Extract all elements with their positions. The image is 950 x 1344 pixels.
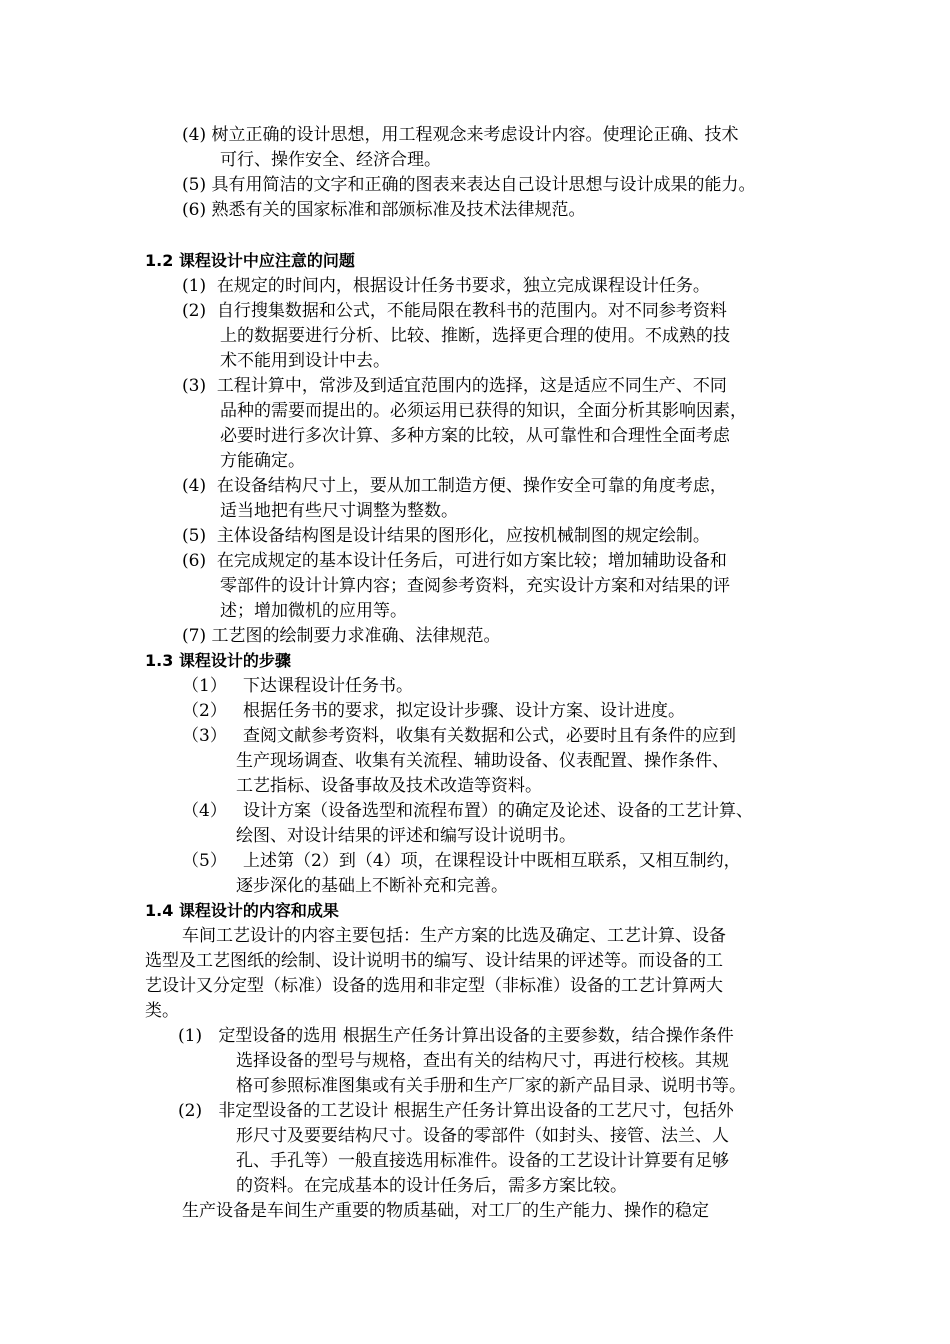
item-text: 在设备结构尺寸上，要从加工制造方便、操作安全可靠的角度考虑， bbox=[216, 476, 727, 496]
item-text: 根据任务书的要求，拟定设计步骤、设计方案、设计进度。 bbox=[243, 701, 686, 721]
s12-item2-line3: 术不能用到设计中去。 bbox=[220, 351, 390, 371]
s11-item4-line1 bbox=[182, 123, 739, 147]
s12-item2-line2: 上的数据要进行分析、比较、推断，选择更合理的使用。不成熟的技 bbox=[220, 326, 730, 346]
item-text: 主体设备结构图是设计结果的图形化，应按机械制图的规定绘制。 bbox=[216, 526, 710, 546]
item-number: (3) bbox=[182, 376, 207, 396]
s11-item6 bbox=[182, 198, 586, 222]
item-text: 上述第（2）到（4）项，在课程设计中既相互联系，又相互制约， bbox=[243, 851, 741, 871]
s14-item1-line3: 格可参照标准图集或有关手册和生产厂家的新产品目录、说明书等。 bbox=[236, 1076, 746, 1096]
s13-item4-line2: 绘图、对设计结果的评述和编写设计说明书。 bbox=[236, 826, 576, 846]
item-text: 熟悉有关的国家标准和部颁标准及技术法律规范。 bbox=[211, 200, 586, 220]
s12-item7 bbox=[182, 624, 501, 648]
s14-item1-line2: 选择设备的型号与规格，查出有关的结构尺寸，再进行校核。其规 bbox=[236, 1051, 729, 1071]
s11-item5 bbox=[182, 173, 756, 197]
s13-item5-line2: 逐步深化的基础上不断补充和完善。 bbox=[236, 876, 508, 896]
item-number: （2） bbox=[182, 701, 227, 721]
item-text: 非定型设备的工艺设计 根据生产任务计算出设备的工艺尺寸，包括外 bbox=[218, 1101, 734, 1121]
item-text: 树立正确的设计思想，用工程观念来考虑设计内容。使理论正确、技术 bbox=[211, 125, 739, 145]
s12-item6-line3: 述；增加微机的应用等。 bbox=[220, 601, 407, 621]
item-text: 自行搜集数据和公式，不能局限在教科书的范围内。对不同参考资料 bbox=[216, 301, 727, 321]
s13-item3-line2: 生产现场调查、收集有关流程、辅助设备、仪表配置、操作条件、 bbox=[236, 751, 729, 771]
s14-item2-line4: 的资料。在完成基本的设计任务后，需多方案比较。 bbox=[236, 1176, 627, 1196]
s13-item3-line3: 工艺指标、设备事故及技术改造等资料。 bbox=[236, 776, 542, 796]
s14-item1-line1 bbox=[178, 1024, 734, 1048]
item-number: （4） bbox=[182, 801, 227, 821]
s12-item4-line2: 适当地把有些尺寸调整为整数。 bbox=[220, 501, 458, 521]
item-text: 在规定的时间内，根据设计任务书要求，独立完成课程设计任务。 bbox=[216, 276, 710, 296]
item-number: （1） bbox=[182, 676, 227, 696]
s13-item4-line1 bbox=[182, 799, 753, 823]
s12-item5 bbox=[182, 524, 710, 548]
s12-item1 bbox=[182, 274, 710, 298]
item-number: (1) bbox=[182, 276, 207, 296]
section-1-2-heading: 1.2 课程设计中应注意的问题 bbox=[145, 251, 355, 270]
s14-item2-line2: 形尺寸及要要结构尺寸。设备的零部件（如封头、接管、法兰、人 bbox=[236, 1126, 729, 1146]
s14-item2-line1 bbox=[178, 1099, 734, 1123]
s12-item2-line1 bbox=[182, 299, 727, 323]
item-number: (4) bbox=[182, 476, 207, 496]
s13-item1 bbox=[182, 674, 413, 698]
s12-item3-line4: 方能确定。 bbox=[220, 451, 305, 471]
item-number: (2) bbox=[182, 301, 207, 321]
s13-item2 bbox=[182, 699, 685, 723]
item-number: (1) bbox=[178, 1026, 203, 1046]
item-number: (5) bbox=[182, 175, 207, 195]
s14-para1-line1: 车间工艺设计的内容主要包括：生产方案的比选及确定、工艺计算、设备 bbox=[182, 926, 726, 946]
s12-item3-line2: 品种的需要而提出的。必须运用已获得的知识，全面分析其影响因素， bbox=[220, 401, 747, 421]
s12-item3-line1 bbox=[182, 374, 727, 398]
item-number: (4) bbox=[182, 125, 207, 145]
s12-item3-line3: 必要时进行多次计算、多种方案的比较，从可靠性和合理性全面考虑 bbox=[220, 426, 730, 446]
item-text: 具有用简洁的文字和正确的图表来表达自己设计思想与设计成果的能力。 bbox=[211, 175, 756, 195]
item-text: 定型设备的选用 根据生产任务计算出设备的主要参数，结合操作条件 bbox=[218, 1026, 734, 1046]
s11-item4-line2: 可行、操作安全、经济合理。 bbox=[220, 150, 441, 170]
s12-item6-line2: 零部件的设计计算内容；查阅参考资料，充实设计方案和对结果的评 bbox=[220, 576, 730, 596]
item-text: 工程计算中，常涉及到适宜范围内的选择，这是适应不同生产、不同 bbox=[216, 376, 727, 396]
item-text: 查阅文献参考资料，收集有关数据和公式，必要时且有条件的应到 bbox=[243, 726, 737, 746]
s13-item3-line1 bbox=[182, 724, 736, 748]
item-number: (5) bbox=[182, 526, 207, 546]
s12-item4-line1 bbox=[182, 474, 727, 498]
item-number: (6) bbox=[182, 551, 207, 571]
s14-para2-line1: 生产设备是车间生产重要的物质基础，对工厂的生产能力、操作的稳定 bbox=[182, 1201, 709, 1221]
s14-item2-line3: 孔、手孔等）一般直接选用标准件。设备的工艺设计计算要有足够 bbox=[236, 1151, 729, 1171]
item-text: 设计方案（设备选型和流程布置）的确定及论述、设备的工艺计算、 bbox=[243, 801, 754, 821]
s12-item6-line1 bbox=[182, 549, 727, 573]
item-number: (7) bbox=[182, 626, 207, 646]
item-text: 下达课程设计任务书。 bbox=[243, 676, 414, 696]
s13-item5-line1 bbox=[182, 849, 741, 873]
item-number: （5） bbox=[182, 851, 227, 871]
s14-para1-line4: 类。 bbox=[145, 1001, 179, 1021]
item-number: (6) bbox=[182, 200, 207, 220]
section-1-4-heading: 1.4 课程设计的内容和成果 bbox=[145, 901, 339, 920]
s14-para1-line2: 选型及工艺图纸的绘制、设计说明书的编写、设计结果的评述等。而设备的工 bbox=[145, 951, 723, 971]
item-text: 在完成规定的基本设计任务后，可进行如方案比较；增加辅助设备和 bbox=[216, 551, 727, 571]
item-number: （3） bbox=[182, 726, 227, 746]
section-1-3-heading: 1.3 课程设计的步骤 bbox=[145, 651, 291, 670]
item-number: (2) bbox=[178, 1101, 203, 1121]
s14-para1-line3: 艺设计又分定型（标准）设备的选用和非定型（非标准）设备的工艺计算两大 bbox=[145, 976, 723, 996]
item-text: 工艺图的绘制要力求准确、法律规范。 bbox=[211, 626, 501, 646]
